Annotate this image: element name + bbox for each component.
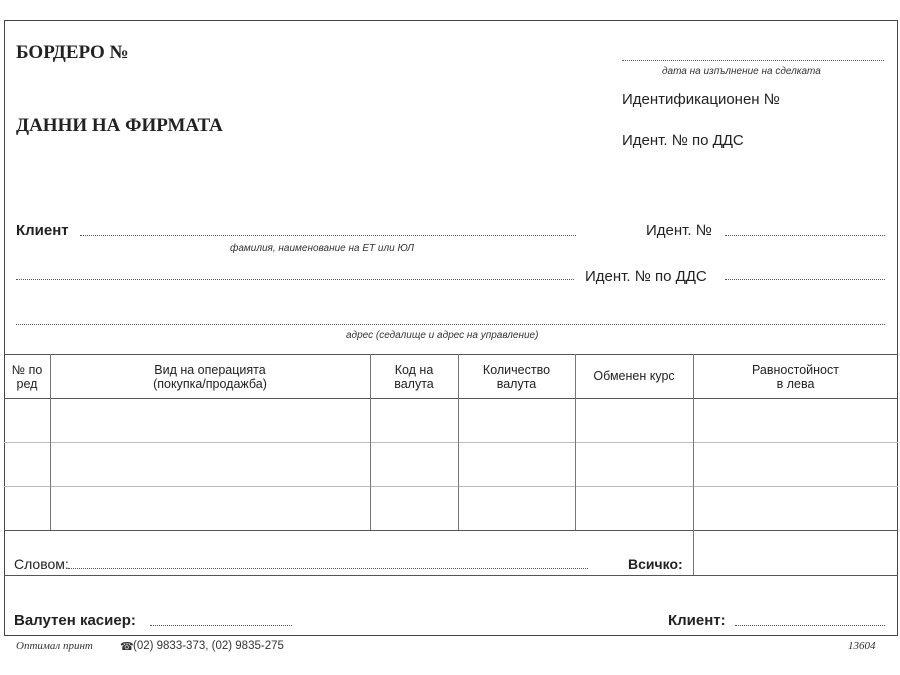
- client-name-caption: фамилия, наименование на ЕТ или ЮЛ: [230, 243, 414, 254]
- table-top-border: [4, 354, 898, 355]
- col-header-number: № по ред: [11, 363, 43, 391]
- client-line2-field[interactable]: [16, 279, 574, 280]
- client-signature-label: Клиент:: [668, 612, 726, 629]
- cashier-label: Валутен касиер:: [14, 612, 136, 629]
- col-header-bgn-equivalent: Равностойност в лева: [752, 363, 839, 391]
- date-field[interactable]: [622, 60, 884, 61]
- printer-name: Оптимал принт: [16, 640, 93, 652]
- company-data-heading: ДАННИ НА ФИРМАТА: [16, 115, 223, 136]
- client-label: Клиент: [16, 222, 69, 239]
- cashier-signature-field[interactable]: [150, 625, 292, 626]
- client-vat-field[interactable]: [725, 279, 885, 280]
- client-ident-label: Идент. №: [646, 222, 712, 239]
- in-words-field[interactable]: [68, 568, 588, 569]
- table-row-divider: [4, 486, 898, 487]
- col-header-exchange-rate: Обменен курс: [593, 369, 675, 383]
- client-ident-field[interactable]: [725, 235, 885, 236]
- col-header-currency-code: Код на валута: [394, 363, 434, 391]
- printer-phones: (02) 9833-373, (02) 9835-275: [133, 640, 284, 652]
- ident-number-label: Идентификационен №: [622, 91, 780, 108]
- client-vat-label: Идент. № по ДДС: [585, 268, 707, 285]
- client-address-field[interactable]: [16, 324, 885, 325]
- total-field[interactable]: [694, 531, 897, 575]
- total-row-bottom: [4, 575, 898, 576]
- table-row-divider: [4, 442, 898, 443]
- phone-icon: ☎: [120, 641, 134, 653]
- in-words-label: Словом:: [14, 556, 69, 572]
- col-header-operation: Вид на операцията (покупка/продажба): [153, 363, 267, 391]
- date-caption: дата на изпълнение на сделката: [662, 66, 821, 77]
- client-name-field[interactable]: [80, 235, 576, 236]
- client-signature-field[interactable]: [735, 625, 885, 626]
- vat-ident-label: Идент. № по ДДС: [622, 132, 744, 149]
- form-title: БОРДЕРО №: [16, 42, 129, 63]
- col-header-quantity: Количество валута: [482, 363, 551, 391]
- table-header-bottom: [4, 398, 898, 399]
- form-code: 13604: [848, 640, 876, 652]
- total-label: Всичко:: [628, 556, 683, 572]
- address-caption: адрес (седалище и адрес на управление): [346, 330, 539, 341]
